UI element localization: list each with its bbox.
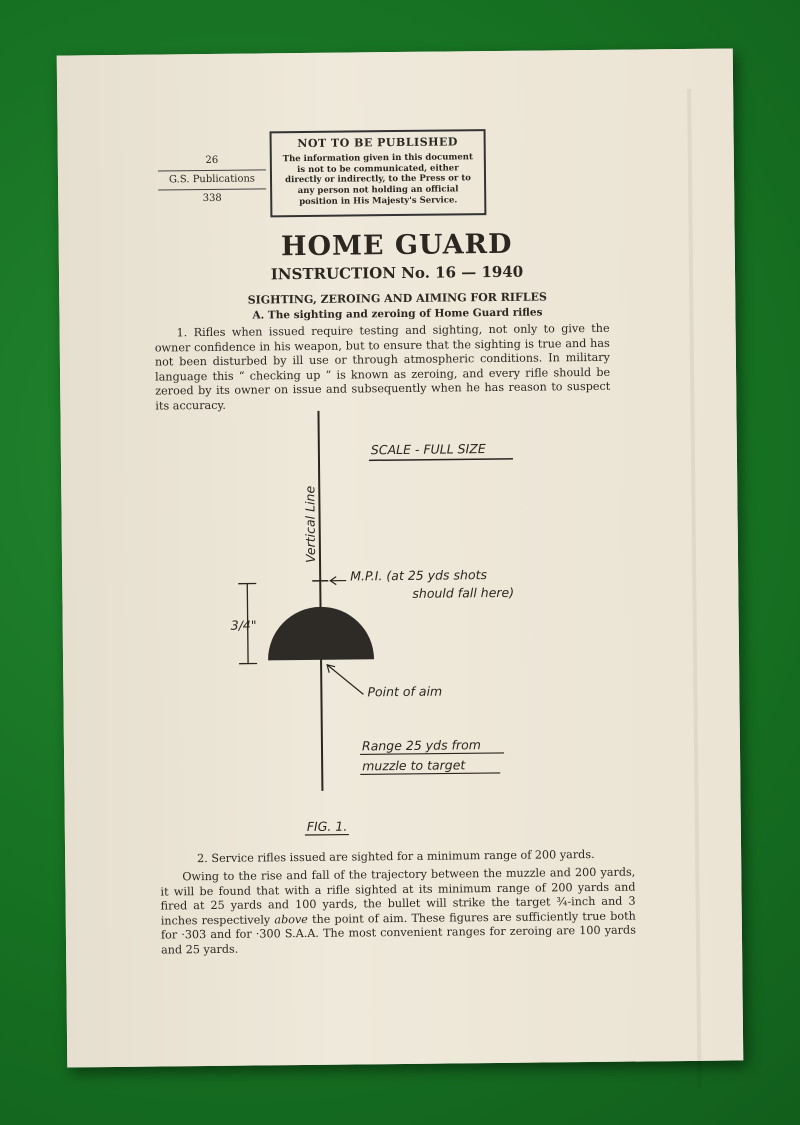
paragraph-1: 1. Rifles when issued require testing and sighting, not only to give the owner confidence in his weapon, but to ensure that the sighting is true and has not been disturbed by ill use or through atmospheric conditions. In military language this “ checking up ” is known as zeroing, and every rifle should be zeroed by its owner on issue and subsequently when he has reason to suspect its accuracy. <box>154 321 611 413</box>
instruction-number: INSTRUCTION No. 16 — 1940 <box>270 262 524 284</box>
notice-body: The information given in this document is not to be communicated, either directly or indirectly, to the Press or to any person not holding an official position in His Majesty's Service. <box>282 152 473 207</box>
section-subheading: A. The sighting and zeroing of Home Guard rifles <box>252 306 543 322</box>
paragraph-3-fraction: ¾-inch and 3 inches respectively <box>160 894 636 928</box>
paragraph-3-text-a: Owing to the rise and fall of the trajectory between the muzzle and 200 yards, it will be found that with a rifle sighted at its minimum range of 200 yards and fired at 25 yards and 100 yards, the bullet will strike the target <box>160 865 636 913</box>
point-of-aim-arrow <box>327 664 363 694</box>
paragraph-3-emphasis: above <box>274 912 308 927</box>
ref-code: 338 <box>202 192 222 205</box>
point-of-aim-label: Point of aim <box>367 683 443 700</box>
paragraph-3 <box>160 866 636 958</box>
mpi-label-line2: should fall here) <box>412 584 515 601</box>
notice-title: NOT TO BE PUBLISHED <box>297 135 458 151</box>
document-page <box>57 48 744 1067</box>
paragraph-3-text-b: the point of aim. These figures are sufficiently true both for ·303 and for ·300 S.A.A. The most convenient ranges for zeroing are 100 yards and 25 yards. <box>160 909 636 957</box>
figure-caption: FIG. 1. <box>306 818 348 834</box>
dimension-label: 3/4" <box>230 617 257 633</box>
aiming-mark <box>268 606 375 660</box>
section-heading: SIGHTING, ZEROING AND AIMING FOR RIFLES <box>247 290 547 307</box>
restriction-notice-box <box>270 129 487 217</box>
ref-publisher: G.S. Publications <box>158 169 266 190</box>
range-label-line1: Range 25 yds from <box>361 737 481 754</box>
scale-label: SCALE - FULL SIZE <box>370 441 486 458</box>
paragraph-2: 2. Service rifles issued are sighted for a minimum range of 200 yards. <box>197 847 595 866</box>
publication-reference <box>158 151 267 208</box>
figure-1-diagram <box>60 398 741 845</box>
mpi-label-line1: M.P.I. (at 25 yds shots <box>350 567 488 584</box>
range-label-line2: muzzle to target <box>362 757 466 774</box>
ref-number: 26 <box>205 154 219 167</box>
document-title: HOME GUARD <box>280 228 513 263</box>
vertical-line-label: Vertical Line <box>302 485 319 564</box>
scale-underline <box>369 459 513 461</box>
vertical-line <box>318 411 322 791</box>
